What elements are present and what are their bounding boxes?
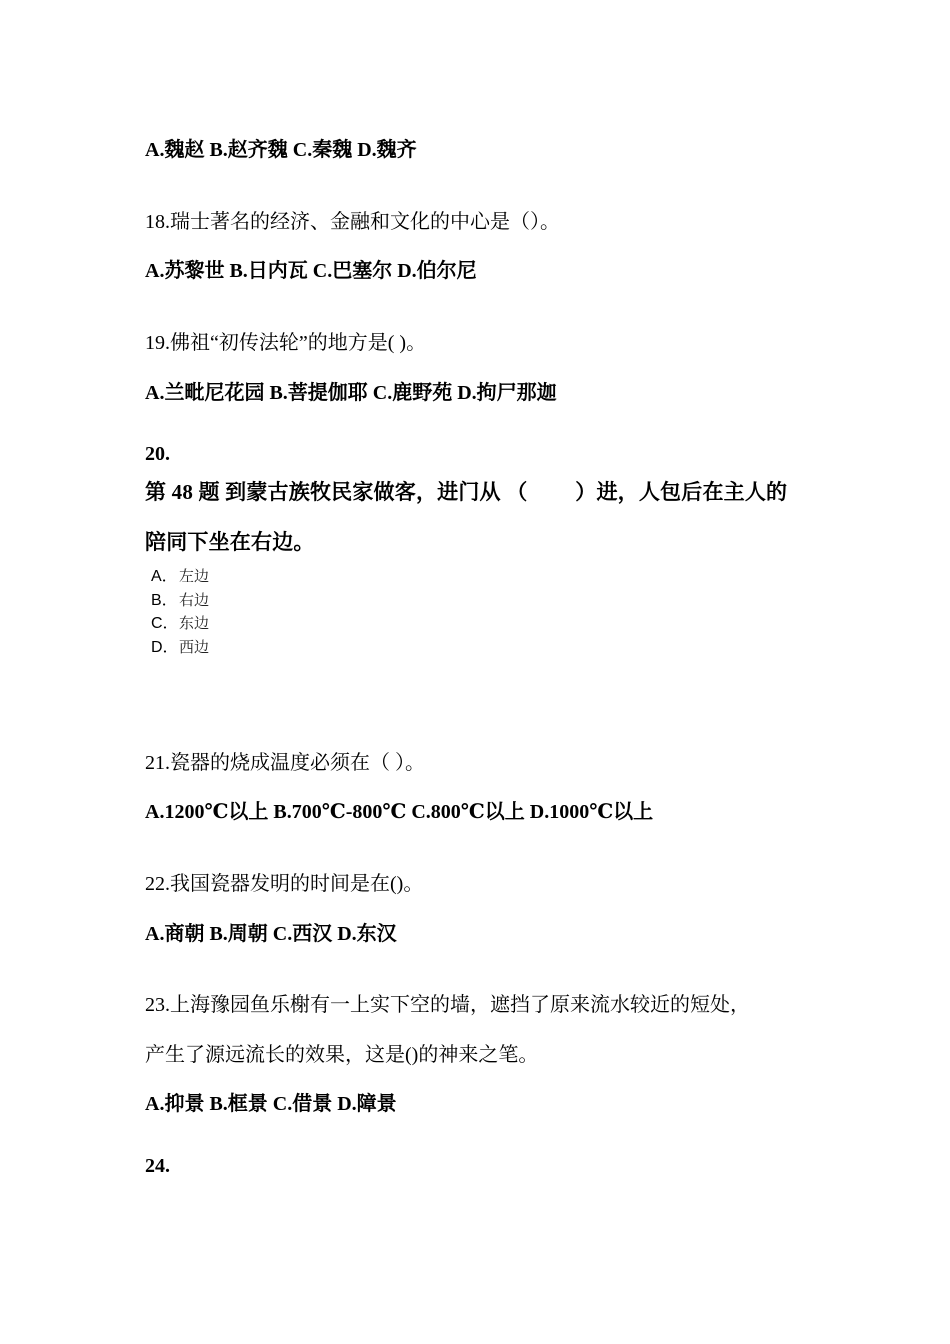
question-20-stem-line2: 陪同下坐在右边。: [145, 530, 315, 554]
question-24-number: 24.: [145, 1155, 170, 1177]
question-18-options: A.苏黎世 B.日内瓦 C.巴塞尔 D.伯尔尼: [145, 260, 477, 282]
question-20-stem-line1: 第 48 题 到蒙古族牧民家做客，进门从 （ ）进，人包后在主人的: [145, 480, 788, 504]
question-20-number: 20.: [145, 443, 170, 465]
question-19-text: 19.佛祖“初传法轮”的地方是( )。: [145, 332, 427, 354]
choice-text: 左边: [179, 567, 210, 585]
choice-text: 西边: [179, 638, 210, 656]
question-23-text-line1: 23.上海豫园鱼乐榭有一上实下空的墙，遮挡了原来流水较近的短处，: [145, 994, 750, 1016]
question-22-text: 22.我国瓷器发明的时间是在()。: [145, 873, 424, 895]
question-23-options: A.抑景 B.框景 C.借景 D.障景: [145, 1093, 397, 1115]
question-22-options: A.商朝 B.周朝 C.西汉 D.东汉: [145, 923, 397, 945]
choice-text: 东边: [179, 614, 210, 632]
choice-key: D．: [151, 639, 179, 656]
question-23-text-line2: 产生了源远流长的效果，这是()的神来之笔。: [145, 1044, 539, 1066]
question-20-choice-d: [151, 637, 209, 658]
question-17-options: A.魏赵 B.赵齐魏 C.秦魏 D.魏齐: [145, 139, 417, 161]
question-20-choice-c: [151, 613, 209, 634]
question-18-text: 18.瑞士著名的经济、金融和文化的中心是（）。: [145, 211, 560, 233]
choice-key: C．: [151, 615, 179, 632]
choice-text: 右边: [179, 591, 210, 609]
question-20-choice-a: [151, 566, 209, 587]
question-21-text: 21.瓷器的烧成温度必须在（ ）。: [145, 752, 425, 774]
question-20-choice-b: [151, 590, 209, 611]
question-19-options: A.兰毗尼花园 B.菩提伽耶 C.鹿野苑 D.拘尸那迦: [145, 382, 557, 404]
choice-key: A．: [151, 568, 178, 585]
choice-key: B．: [151, 592, 178, 609]
question-21-options: A.1200℃以上 B.700℃-800℃ C.800℃以上 D.1000℃以上: [145, 801, 654, 823]
